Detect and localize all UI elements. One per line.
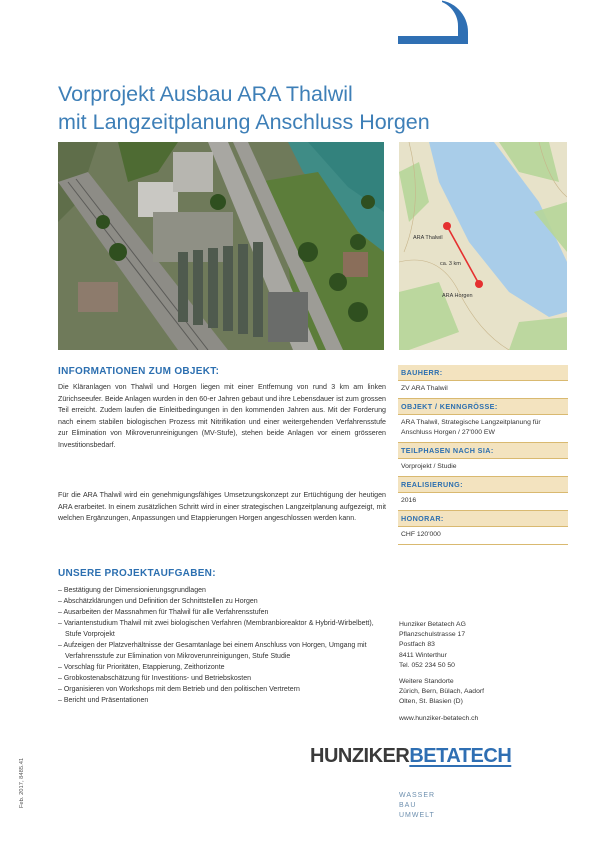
- map-label-thalwil: ARA Thalwil: [413, 235, 443, 241]
- aerial-photo-image: [58, 142, 384, 350]
- claim-wasser: WASSER: [399, 792, 436, 799]
- contact-block: [399, 620, 569, 724]
- list-item: – Bericht und Präsentationen: [58, 697, 149, 704]
- facts-value-honorar: CHF 120'000: [398, 527, 568, 545]
- title-line-1: Vorprojekt Ausbau ARA Thalwil: [58, 82, 353, 106]
- contact-locations-line2: Olten, St. Blasien (D): [399, 698, 463, 706]
- brand-logo-mark-icon: [398, 0, 468, 44]
- facts-value-bauherr: ZV ARA Thalwil: [398, 381, 568, 399]
- map-graphic-icon: [399, 142, 567, 350]
- claim-umwelt: UMWELT: [399, 812, 435, 819]
- list-item: – Aufzeigen der Platzverhältnisse der Gesamtanlage bei einem Anschluss von Horgen, Umgang mit Verfahrensstufe zur Elimination von Mikroverunreinigungen, Stufe Studie: [58, 642, 367, 660]
- facts-value-teilphasen: Vorprojekt / Studie: [398, 459, 568, 477]
- brand-name-part2: BETATECH: [409, 745, 512, 767]
- info-paragraph-2: Für die ARA Thalwil wird ein genehmigungsfähiges Umsetzungskonzept zur Ertüchtigung der heutigen ARA erarbeitet. In einem zusätzlichen Schritt wird in einer strategischen Langzeitplanung aufgezeigt, mit welchen Ergänzungen, Anpassungen und Etappierungen Horgen angeschlossen werden kann.: [58, 491, 386, 522]
- info-heading: INFORMATIONEN ZUM OBJEKT:: [58, 366, 220, 377]
- contact-website-link[interactable]: www.hunziker-betatech.ch: [399, 714, 479, 722]
- brand-claim: [399, 791, 435, 821]
- brand-wordmark: [310, 745, 510, 771]
- list-item: – Organisieren von Workshops mit dem Betrieb und den politischen Vertretern: [58, 686, 300, 693]
- list-item: – Bestätigung der Dimensionierungsgrundlagen: [58, 587, 206, 594]
- facts-label-bauherr: BAUHERR:: [398, 365, 568, 381]
- page-title: [58, 80, 518, 136]
- list-item: – Variantenstudium Thalwil mit zwei biologischen Verfahren (Membranbioreaktor & Hybrid-Wirbelbett), Stufe Vorprojekt: [58, 620, 374, 638]
- list-item: – Vorschlag für Prioritäten, Etappierung, Zeithorizonte: [58, 664, 225, 671]
- list-item: – Ausarbeiten der Massnahmen für Thalwil für alle Verfahrensstufen: [58, 609, 269, 616]
- tasks-heading: UNSERE PROJEKTAUFGABEN:: [58, 568, 216, 579]
- contact-city: 8411 Winterthur: [399, 651, 447, 659]
- project-facts-table: [398, 365, 568, 545]
- claim-bau: BAU: [399, 802, 417, 809]
- contact-postbox: Postfach 83: [399, 641, 435, 649]
- info-paragraph-1: Die Kläranlagen von Thalwil und Horgen liegen mit einer Entfernung von rund 3 km am linken Zürichseeufer. Beide Anlagen wurden in den 60-er Jahren gebaut und ihre Lebensdauer ist zum grossen Teil erreicht. Zudem laufen die Einleitbedingungen in den kommenden Jahren aus. Mit der Forderung nach einem stabilen biologischen Prozess mit Nitrifikation und einer weitergehenden Verfahrensstufe zur Elimination von Mikroverunreinigungen (MV-Stufe), stehen beide Anlagen vor einem grösseren Investitionsbedarf.: [58, 383, 386, 449]
- contact-locations-line1: Zürich, Bern, Bülach, Aadorf: [399, 688, 485, 696]
- tasks-list: [58, 585, 388, 706]
- facts-value-objekt: ARA Thalwil, Strategische Langzeitplanung für Anschluss Horgen / 27'000 EW: [398, 415, 568, 443]
- contact-phone: Tel. 052 234 50 50: [399, 661, 455, 669]
- facts-label-realisierung: REALISIERUNG:: [398, 477, 568, 493]
- map-label-distance: ca. 3 km: [440, 261, 461, 267]
- title-line-2: mit Langzeitplanung Anschluss Horgen: [58, 110, 430, 134]
- facts-label-honorar: HONORAR:: [398, 511, 568, 527]
- contact-street: Pflanzschulstrasse 17: [399, 631, 466, 639]
- document-reference: [14, 750, 28, 820]
- contact-company: Hunziker Betatech AG: [399, 621, 466, 628]
- contact-locations-title: Weitere Standorte: [399, 678, 454, 686]
- facts-label-objekt: OBJEKT / KENNGRÖSSE:: [398, 399, 568, 415]
- document-reference-text: Feb. 2017, 8485.41: [19, 757, 25, 809]
- facts-label-teilphasen: TEILPHASEN NACH SIA:: [398, 443, 568, 459]
- map-label-horgen: ARA Horgen: [442, 293, 473, 299]
- list-item: – Grobkostenabschätzung für Investitions- und Betriebskosten: [58, 675, 251, 682]
- location-map: [399, 142, 567, 350]
- facts-value-realisierung: 2016: [398, 493, 568, 511]
- brand-name-part1: HUNZIKER: [310, 745, 410, 767]
- list-item: – Abschätzklärungen und Definition der Schnittstellen zu Horgen: [58, 598, 258, 605]
